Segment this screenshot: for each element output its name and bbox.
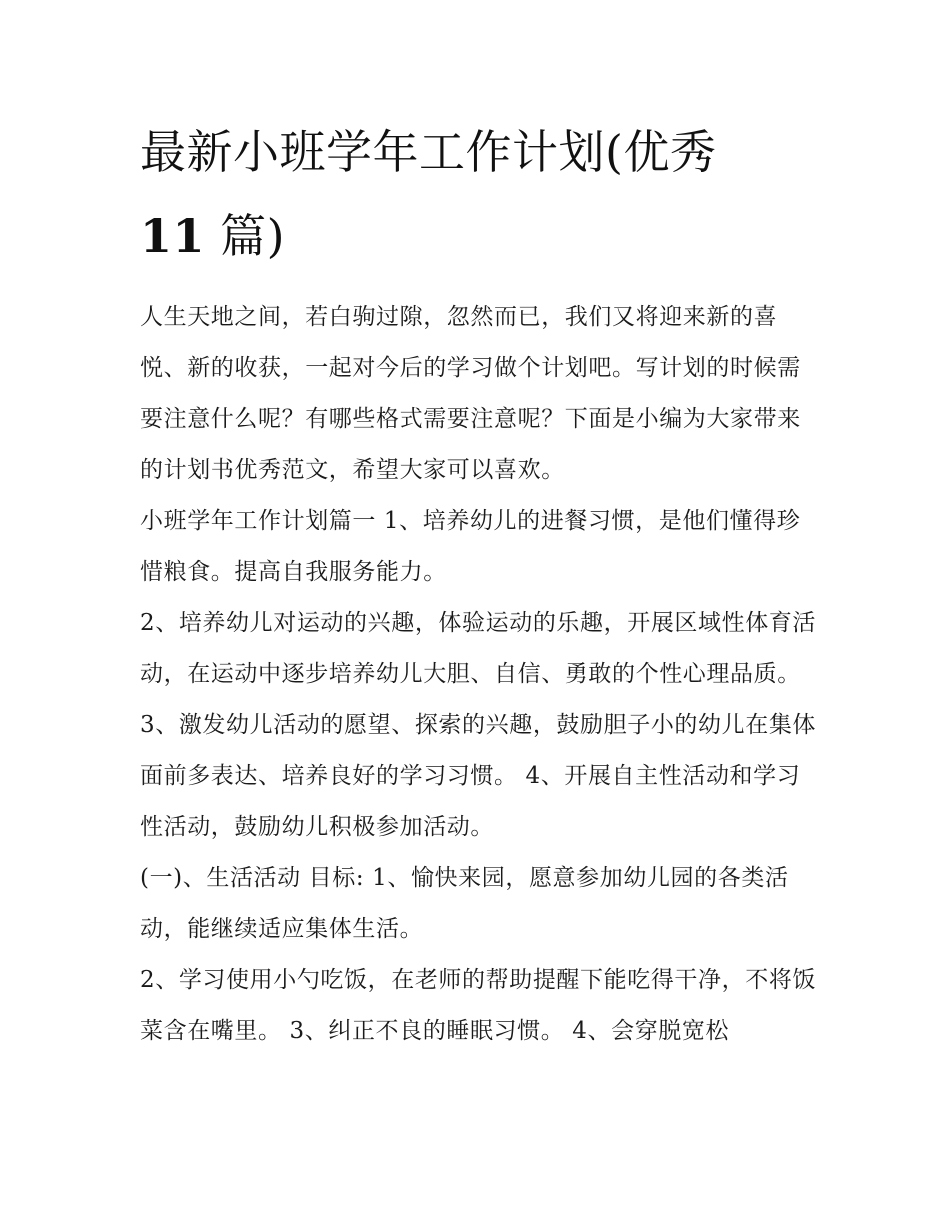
paragraph-life-items: 2、学习使用小勺吃饭，在老师的帮助提醒下能吃得干净，不将饭菜含在嘴里。 3、纠正不良的睡眠习惯。 4、会穿脱宽松 [140,967,817,1044]
paragraph-item-3-4: 3、激发幼儿活动的愿望、探索的兴趣，鼓励胆子小的幼儿在集体面前多表达、培养良好的学习习惯。 4、开展自主性活动和学习性活动，鼓励幼儿积极参加活动。 [140,712,817,840]
intro-paragraph: 人生天地之间，若白驹过隙，忽然而已，我们又将迎来新的喜悦、新的收获，一起对今后的学习做个计划吧。写计划的时候需要注意什么呢？有哪些格式需要注意呢？下面是小编为大家带来的计划书优秀范文，希望大家可以喜欢。 [140,304,801,483]
paragraph-life-activity: (一)、生活活动 目标: 1、愉快来园，愿意参加幼儿园的各类活动，能继续适应集体生活。 [140,865,789,942]
document-body [140,110,820,1057]
paragraph-item-2: 2、培养幼儿对运动的兴趣，体验运动的乐趣，开展区域性体育活动，在运动中逐步培养幼儿大胆、自信、勇敢的个性心理品质。 [140,610,817,687]
title-line-2: 篇) [220,209,286,263]
paragraph-plan-1: 小班学年工作计划篇一 1、培养幼儿的进餐习惯，是他们懂得珍惜粮食。提高自我服务能力。 [140,508,801,585]
document-title [140,110,820,278]
title-number: 11 [140,209,206,263]
title-line-1: 最新小班学年工作计划(优秀 [140,125,717,179]
